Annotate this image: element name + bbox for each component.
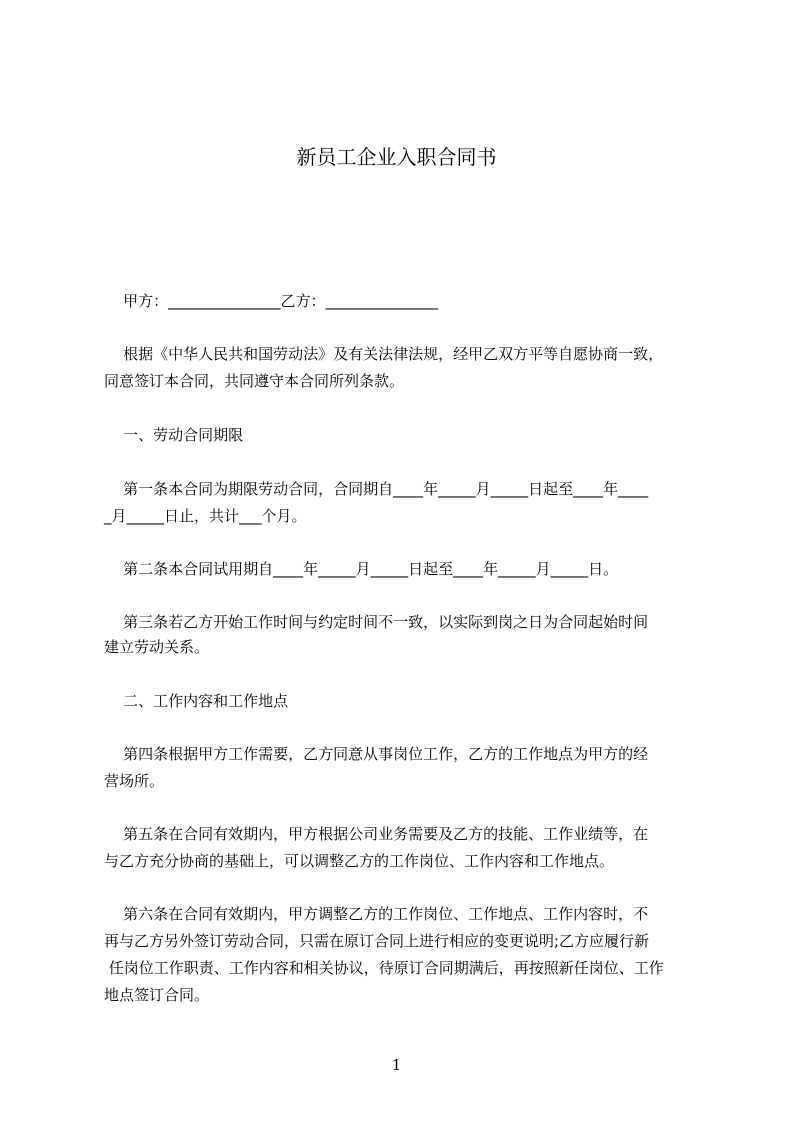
page-number: 1	[391, 1056, 402, 1074]
section-heading: 二、工作内容和工作地点	[104, 692, 289, 710]
paragraph-line: 第三条若乙方开始工作时间与约定时间不一致，以实际到岗之日为合同起始时间	[104, 613, 649, 631]
section-heading: 一、劳动合同期限	[104, 426, 244, 444]
paragraph-line: _月_____日止，共计___个月。	[104, 507, 307, 525]
party-line: 甲方：_______________乙方：_______________	[104, 292, 439, 310]
paragraph-line: 地点签订合同。	[104, 986, 210, 1004]
paragraph-line: 根据《中华人民共和国劳动法》及有关法律法规，经甲乙双方平等自愿协商一致，	[104, 345, 664, 363]
paragraph-line: 再与乙方另外签订劳动合同，只需在原订合同上进行相应的变更说明;乙方应履行新	[104, 932, 650, 950]
paragraph-line: 第一条本合同为期限劳动合同，合同期自____年_____月_____日起至____年____	[104, 480, 649, 498]
paragraph-line: 任岗位工作职责、工作内容和相关协议，待原订合同期满后，再按照新任岗位、工作	[104, 959, 664, 977]
paragraph-line: 建立劳动关系。	[104, 638, 210, 656]
paragraph-line: 第五条在合同有效期内，甲方根据公司业务需要及乙方的技能、工作业绩等，在	[104, 825, 649, 843]
document-title: 新员工企业入职合同书	[296, 145, 497, 169]
paragraph-line: 同意签订本合同，共同遵守本合同所列条款。	[104, 372, 405, 390]
paragraph-line: 营场所。	[104, 772, 165, 790]
paragraph-line: 第二条本合同试用期自____年_____月_____日起至____年_____月_____日。	[104, 560, 619, 578]
paragraph-line: 与乙方充分协商的基础上，可以调整乙方的工作岗位、工作内容和工作地点。	[104, 852, 615, 870]
paragraph-line: 第四条根据甲方工作需要，乙方同意从事岗位工作，乙方的工作地点为甲方的经	[104, 745, 649, 763]
paragraph-line: 第六条在合同有效期内，甲方调整乙方的工作岗位、工作地点、工作内容时，不	[104, 905, 649, 923]
